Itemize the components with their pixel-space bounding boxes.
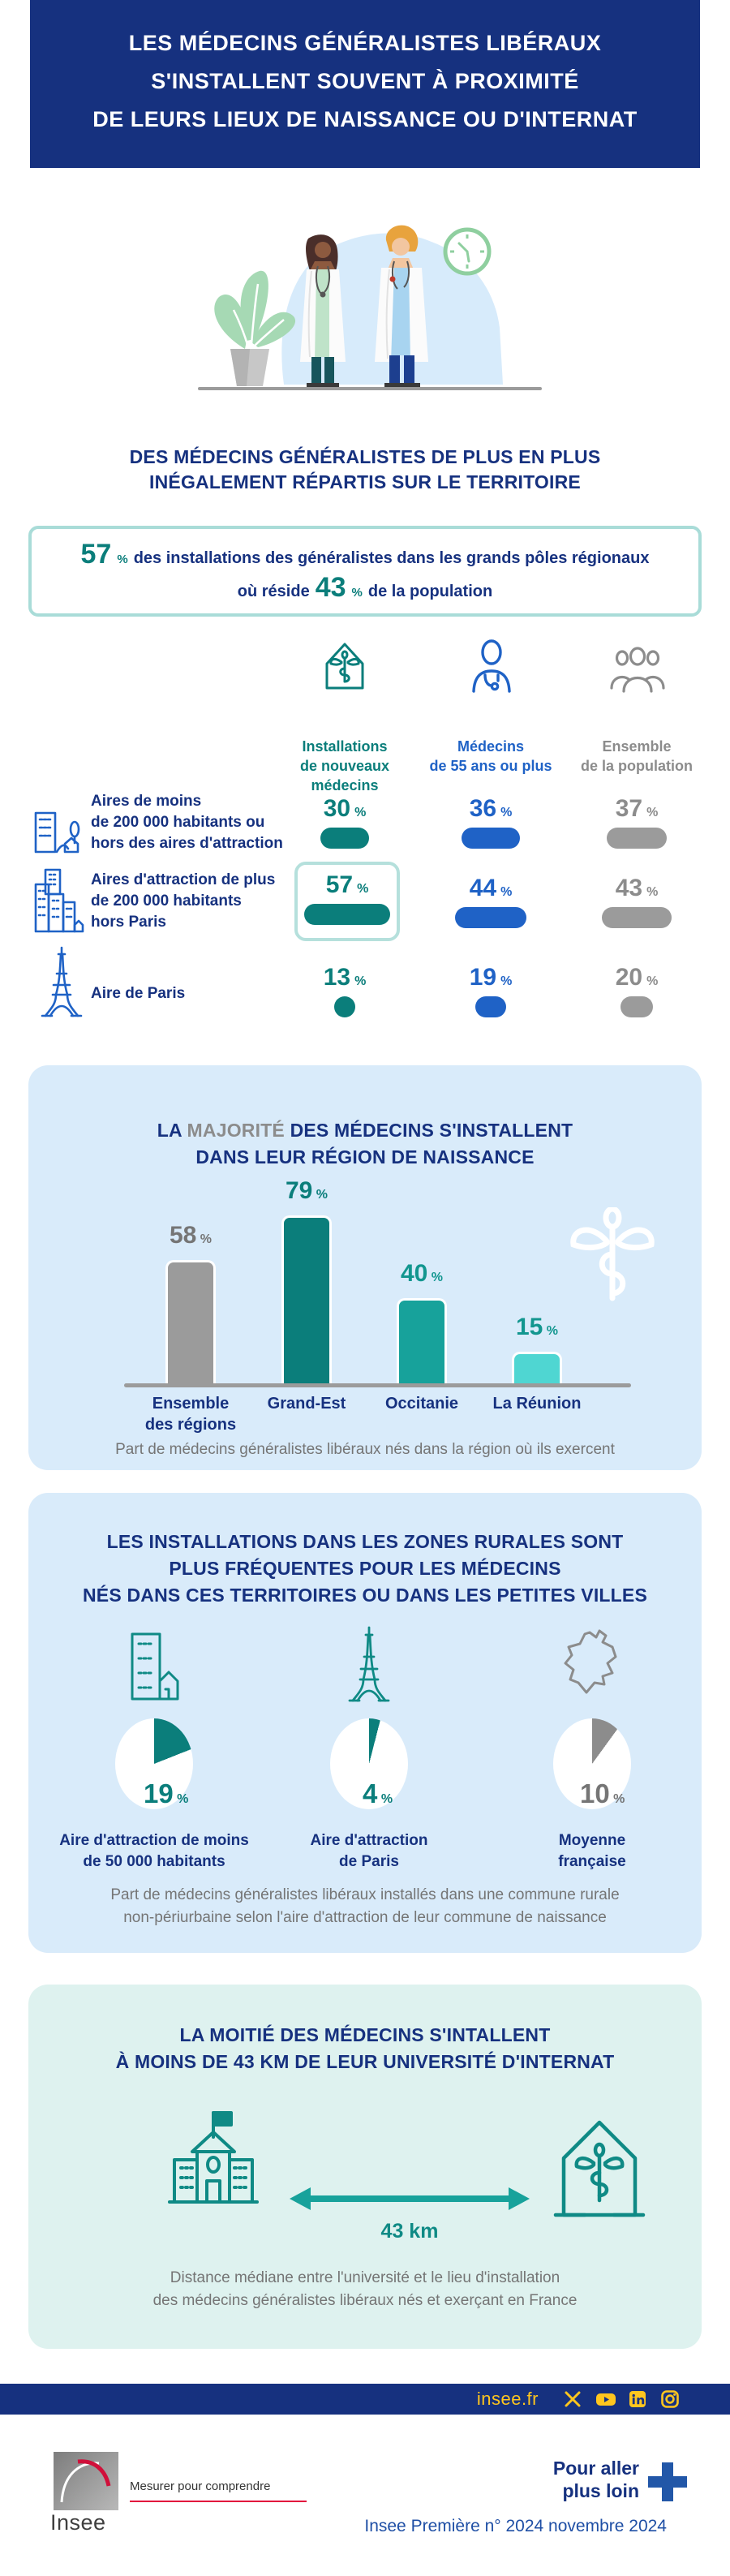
value-pill	[602, 907, 672, 928]
bar-value: 58	[169, 1222, 197, 1249]
cell-medecins55-row1	[418, 795, 564, 849]
value-pill	[334, 996, 355, 1017]
eiffel-tower-icon	[345, 1624, 393, 1705]
caption-line: Distance médiane entre l'université et le lieu d'installation	[170, 2269, 560, 2286]
insee-logo	[54, 2452, 118, 2510]
stat-unit: %	[351, 586, 363, 600]
medical-house-icon	[549, 2111, 650, 2228]
row-label-line: de 200 000 habitants	[91, 892, 242, 910]
region-chart-section	[28, 1065, 702, 1470]
column-header-installations	[272, 737, 418, 795]
category-line: Occitanie	[384, 1395, 459, 1413]
header-title-line: DE LEURS LIEUX DE NAISSANCE OU D'INTERNAT	[92, 107, 638, 131]
linkedin-icon[interactable]	[628, 2389, 647, 2409]
doctors-illustration	[185, 219, 545, 393]
rural-label-small-areas	[45, 1830, 264, 1873]
row-label-line: Aire de Paris	[91, 985, 186, 1002]
value: 37	[615, 795, 643, 822]
pie-value-4	[363, 1778, 393, 1809]
france-map-icon	[562, 1628, 622, 1699]
eiffel-tower-icon	[39, 944, 84, 1019]
pie-value-19	[144, 1778, 188, 1809]
bar-value: 15	[515, 1314, 543, 1340]
caption-line: des médecins généralistes libéraux nés et exerçant en France	[152, 2292, 578, 2309]
bar-value: 79	[285, 1177, 313, 1204]
row-label-line: Aires de moins	[91, 793, 202, 810]
header-title-line: LES MÉDECINS GÉNÉRALISTES LIBÉRAUX	[128, 31, 602, 55]
insee-fr-link[interactable]: insee.fr	[476, 2389, 539, 2409]
row-label-large-areas	[91, 870, 294, 933]
title-part: DES MÉDECINS S'INSTALLENT	[284, 1120, 573, 1141]
value-pill	[304, 904, 390, 925]
rural-label-line: de Paris	[339, 1853, 399, 1870]
rural-label-line: Aire d'attraction	[310, 1832, 428, 1849]
rural-title-line: LES INSTALLATIONS DANS LES ZONES RURALES SONT	[106, 1531, 624, 1552]
column-header-line: Médecins	[457, 738, 525, 755]
doctor-icon	[467, 639, 516, 695]
caption-line: non-périurbaine selon l'aire d'attraction de leur commune de naissance	[123, 1909, 607, 1926]
rural-label-line: Moyenne	[558, 1832, 626, 1849]
title-part: LA	[157, 1120, 187, 1141]
column-header-line: de 55 ans ou plus	[429, 758, 552, 774]
bar-value-occitanie	[373, 1260, 470, 1288]
stat-value-43: 43	[315, 572, 346, 603]
value: 36	[469, 795, 497, 822]
value: 13	[323, 964, 351, 991]
key-stat-box	[28, 526, 702, 617]
more-line: plus loin	[562, 2480, 639, 2501]
header-banner	[30, 0, 700, 168]
bar-occitanie	[397, 1298, 447, 1383]
row-label-line: hors Paris	[91, 914, 166, 931]
x-icon[interactable]	[563, 2389, 582, 2409]
cell-installations-row3	[272, 964, 418, 1017]
pie-value-10	[580, 1778, 625, 1809]
unit: %	[646, 974, 659, 988]
category-line: Grand-Est	[267, 1395, 346, 1413]
cell-population-row2	[564, 875, 710, 928]
value-pill	[455, 907, 526, 928]
unit: %	[431, 1271, 444, 1284]
section-title-distribution	[0, 445, 730, 495]
region-chart-title-line2: DANS LEUR RÉGION DE NAISSANCE	[195, 1146, 535, 1168]
unit: %	[354, 806, 367, 819]
people-icon	[610, 646, 665, 695]
category-ensemble	[142, 1393, 239, 1435]
rural-title-line: PLUS FRÉQUENTES POUR LES MÉDECINS	[169, 1558, 561, 1579]
value-pill	[475, 996, 506, 1017]
value: 43	[615, 875, 643, 901]
distance-title-line: À MOINS DE 43 KM DE LEUR UNIVERSITÉ D'INTERNAT	[115, 2051, 615, 2072]
unit: %	[613, 1792, 625, 1806]
header-title-line: S'INSTALLENT SOUVENT À PROXIMITÉ	[151, 69, 579, 93]
region-chart-title-line1	[28, 1117, 702, 1144]
medical-house-icon	[320, 638, 369, 695]
unit: %	[316, 1188, 328, 1202]
title-highlight: MAJORITÉ	[187, 1120, 285, 1141]
pie-value: 4	[363, 1778, 378, 1808]
bar-reunion	[512, 1352, 562, 1383]
column-header-line: médecins	[311, 777, 379, 793]
distance-value: 43 km	[380, 2220, 439, 2243]
instagram-icon[interactable]	[660, 2389, 680, 2409]
category-reunion	[488, 1393, 586, 1414]
pie-value: 19	[144, 1778, 174, 1808]
cell-population-row1	[564, 795, 710, 849]
column-header-line: de nouveaux	[299, 758, 390, 774]
rural-label-paris	[260, 1830, 479, 1873]
unit: %	[177, 1792, 189, 1806]
value: 57	[325, 871, 354, 898]
tagline-underline	[130, 2501, 307, 2502]
cell-medecins55-row2	[418, 875, 564, 928]
row-label-line: de 200 000 habitants ou	[91, 814, 265, 831]
row-label-small-areas	[91, 791, 286, 854]
value: 19	[469, 964, 497, 991]
university-icon	[157, 2106, 270, 2236]
unit: %	[380, 1792, 393, 1806]
distance-arrow	[288, 2186, 531, 2212]
bar-ensemble	[165, 1260, 216, 1383]
row-label-line: hors des aires d'attraction	[91, 835, 283, 852]
stat-text: de la population	[367, 583, 493, 600]
value-pill	[462, 828, 520, 849]
unit: %	[354, 974, 367, 988]
value-pill	[320, 828, 369, 849]
stat-unit: %	[117, 553, 128, 566]
value-pill	[607, 828, 667, 849]
region-chart-caption: Part de médecins généralistes libéraux nés dans la région où ils exercent	[115, 1441, 615, 1458]
unit: %	[546, 1324, 559, 1338]
more-line: Pour aller	[552, 2458, 639, 2479]
section-title-line: INÉGALEMENT RÉPARTIS SUR LE TERRITOIRE	[149, 471, 581, 492]
clock-icon	[445, 230, 489, 273]
buildings-icon	[124, 1629, 186, 1704]
rural-title-line: NÉS DANS CES TERRITOIRES OU DANS LES PETITES VILLES	[82, 1585, 648, 1606]
bar-value-reunion	[488, 1314, 586, 1341]
category-occitanie	[373, 1393, 470, 1414]
pour-aller-plus-loin[interactable]	[553, 2457, 639, 2502]
column-header-line: de la population	[581, 758, 693, 774]
insee-tagline: Mesurer pour comprendre	[130, 2479, 271, 2493]
publication-reference: Insee Première n° 2024 novembre 2024	[364, 2517, 667, 2535]
value: 44	[469, 875, 497, 901]
distance-section	[28, 1985, 702, 2349]
bar-value-grandest	[258, 1177, 355, 1205]
unit: %	[200, 1232, 213, 1246]
city-icon	[29, 867, 86, 935]
row-label-paris	[91, 983, 286, 1004]
row-label-line: Aires d'attraction de plus	[91, 871, 276, 888]
section-title-line: DES MÉDECINS GÉNÉRALISTES DE PLUS EN PLUS	[129, 446, 601, 467]
bar-value-ensemble	[142, 1222, 239, 1249]
unit: %	[500, 974, 513, 988]
column-header-medecins-55	[410, 737, 572, 776]
value: 30	[323, 795, 351, 822]
youtube-icon[interactable]	[595, 2389, 615, 2409]
category-line: des régions	[144, 1416, 237, 1434]
column-header-line: Ensemble	[602, 738, 672, 755]
unit: %	[500, 806, 513, 819]
caduceus-icon	[568, 1207, 657, 1305]
highlight-box-57	[294, 862, 400, 941]
distance-caption	[28, 2267, 702, 2312]
unit: %	[646, 806, 659, 819]
rural-caption	[28, 1884, 702, 1929]
value-pill	[620, 996, 653, 1017]
cell-population-row3	[564, 964, 710, 1017]
rural-label-line: française	[558, 1853, 626, 1870]
unit: %	[646, 885, 659, 899]
category-grandest	[258, 1393, 355, 1414]
bar-value: 40	[400, 1260, 428, 1287]
category-line: La Réunion	[492, 1395, 582, 1413]
value: 20	[615, 964, 643, 991]
stat-text: où réside	[237, 583, 310, 600]
doctors-illustration-svg	[185, 219, 545, 393]
stat-text: des installations des généralistes dans les grands pôles régionaux	[133, 549, 650, 567]
insee-logo-text: Insee	[50, 2510, 106, 2535]
stat-value-57: 57	[80, 539, 112, 570]
bar-grandest	[281, 1215, 332, 1383]
cell-medecins55-row3	[418, 964, 564, 1017]
rural-section	[28, 1493, 702, 1953]
cell-installations-row1	[272, 795, 418, 849]
caption-line: Part de médecins généralistes libéraux installés dans une commune rurale	[110, 1886, 620, 1903]
unit: %	[357, 882, 369, 896]
rural-label-france	[483, 1830, 702, 1873]
category-line: Ensemble	[152, 1395, 230, 1413]
column-header-population	[564, 737, 710, 776]
distance-title-line: LA MOITIÉ DES MÉDECINS S'INTALLENT	[179, 2024, 551, 2045]
rural-label-line: Aire d'attraction de moins	[59, 1832, 249, 1849]
small-town-icon	[32, 808, 84, 857]
chart-baseline	[124, 1383, 631, 1387]
column-header-line: Installations	[302, 738, 388, 755]
unit: %	[500, 885, 513, 899]
footer-bar	[0, 2384, 730, 2415]
pie-value: 10	[580, 1778, 610, 1808]
plus-icon[interactable]	[644, 2458, 691, 2505]
rural-label-line: de 50 000 habitants	[83, 1853, 225, 1870]
